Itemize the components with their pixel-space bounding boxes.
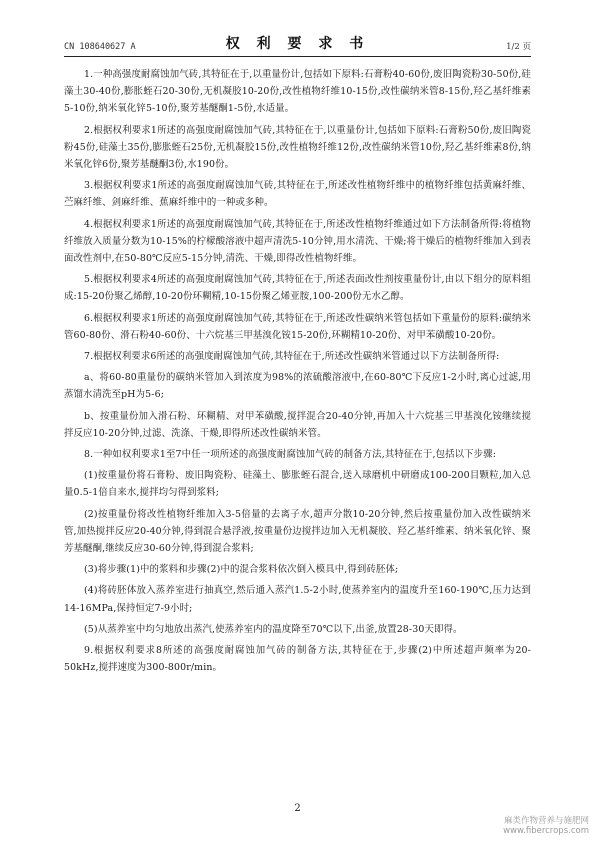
claim-3: 3.根据权利要求1所述的高强度耐腐蚀加气砖,其特征在于,所述改性植物纤维中的植物纤维包括黄麻纤维、苎麻纤维、剑麻纤维、蕉麻纤维中的一种或多种。 [64,180,531,209]
page-indicator: 1/2 页 [506,42,531,52]
site-watermark [503,816,589,836]
claim-5: 5.根据权利要求4所述的高强度耐腐蚀加气砖,其特征在于,所述表面改性剂按重量份计,由以下组分的原料组成:15-20份聚乙烯醇,10-20份环糊精,10-15份聚乙烯亚胺,100-200份无水乙醇。 [64,274,531,303]
claims-body [64,66,531,681]
claim-2: 2.根据权利要求1所述的高强度耐腐蚀加气砖,其特征在于,以重量份计,包括如下原料:石膏粉50份,废旧陶瓷粉45份,硅藻土35份,膨胀蛭石25份,无机凝胶15份,改性植物纤维12份,改性碳纳米管10份,羟乙基纤维素8份,纳米氧化锌6份,聚芳基醚酮3份,水190份。 [64,124,531,171]
document-number: CN 108640627 A [64,42,136,52]
document-title: 权 利 要 求 书 [225,36,370,52]
watermark-site-name: 麻类作物营养与施肥网 [503,816,589,826]
claim-7: 7.根据权利要求6所述的高强度耐腐蚀加气砖,其特征在于,所述改性碳纳米管通过以下方法制备所得: [84,351,500,363]
claim-8-step-4: (4)将砖胚体放入蒸养室进行抽真空,然后通入蒸汽1.5-2小时,使蒸养室内的温度升至160-190℃,压力达到14-16MPa,保持恒定7-9小时; [64,585,531,614]
claim-4: 4.根据权利要求1所述的高强度耐腐蚀加气砖,其特征在于,所述改性植物纤维通过如下方法制备所得:将植物纤维放入质量分数为10-15%的柠檬酸溶液中超声清洗5-10分钟,用水清洗、干燥;将干燥后的植物纤维加入到表面改性剂中,在50-80℃反应5-15分钟,清洗、干燥,即得改性植物纤维。 [64,218,531,265]
claim-9: 9.根据权利要求8所述的高强度耐腐蚀加气砖的制备方法,其特征在于,步骤(2)中所述超声频率为20-50kHz,搅拌速度为300-800r/min。 [64,645,531,674]
claim-1: 1.一种高强度耐腐蚀加气砖,其特征在于,以重量份计,包括如下原料:石膏粉40-60份,废旧陶瓷粉30-50份,硅藻土30-40份,膨胀蛭石20-30份,无机凝胶10-20份,改性植物纤维10-15份,改性碳纳米管8-15份,羟乙基纤维素5-10份,纳米氧化锌5-10份,聚芳基醚酮1-5份,水适量。 [64,69,531,115]
page-header [64,34,531,57]
claim-7-step-a: a、将60-80重量份的碳纳米管加入到浓度为98%的浓硫酸溶液中,在60-80℃下反应1-2小时,离心过滤,用蒸馏水清洗至pH为5-6; [64,372,531,401]
claim-7-step-b: b、按重量份加入滑石粉、环糊精、对甲苯磺酸,搅拌混合20-40分钟,再加入十六烷基三甲基溴化铵继续搅拌反应10-20分钟,过滤、洗涤、干燥,即得所述改性碳纳米管。 [64,410,531,439]
claim-6: 6.根据权利要求1所述的高强度耐腐蚀加气砖,其特征在于,所述改性碳纳米管包括如下重量份的原料:碳纳米管60-80份、滑石粉40-60份、十六烷基三甲基溴化铵15-20份,环糊精10-20份、对甲苯磺酸10-20份。 [64,312,531,341]
claim-8: 8.一种如权利要求1至7中任一项所述的高强度耐腐蚀加气砖的制备方法,其特征在于,包括以下步骤: [84,449,497,461]
page-number: 2 [294,803,301,814]
claim-8-step-3: (3)将步骤(1)中的浆料和步骤(2)中的混合浆料依次倒入模具中,得到砖胚体; [84,564,399,576]
claim-8-step-1: (1)按重量份将石膏粉、废旧陶瓷粉、硅藻土、膨胀蛭石混合,送入球磨机中研磨成100-200目颗粒,加入总量0.5-1倍自来水,搅拌均匀得到浆料; [64,470,531,499]
claim-8-step-5: (5)从蒸养室中均匀地放出蒸汽,使蒸养室内的温度降至70℃以下,出釜,放置28-30天即得。 [84,623,463,635]
watermark-url: www.fibercrops.com [503,826,589,836]
claim-8-step-2: (2)按重量份将改性植物纤维加入3-5倍量的去离子水,超声分散10-20分钟,然后按重量份加入改性碳纳米管,加热搅拌反应20-40分钟,得到混合悬浮液,按重量份边搅拌边加入无机凝胶、羟乙基纤维素、纳米氧化锌、聚芳基醚酮,继续反应30-60分钟,得到混合浆料; [64,508,531,555]
